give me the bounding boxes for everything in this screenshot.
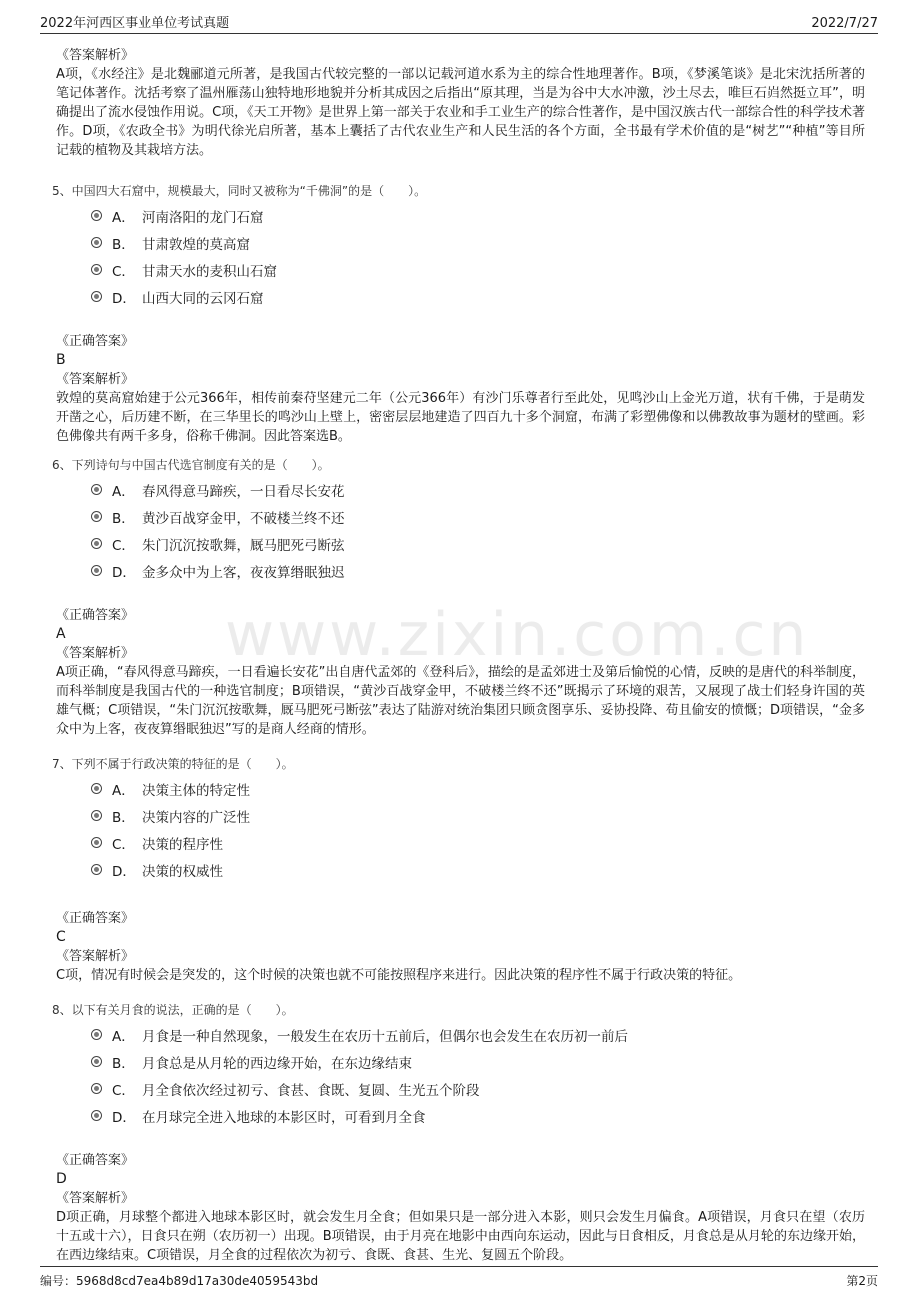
radio-icon[interactable] bbox=[91, 1083, 102, 1094]
option-letter: D． bbox=[112, 1109, 136, 1126]
question-title: 6、下列诗句与中国古代选官制度有关的是（ ）。 bbox=[52, 458, 330, 472]
radio-icon[interactable] bbox=[91, 783, 102, 794]
correct-answer: C bbox=[56, 929, 66, 945]
question-6 bbox=[52, 456, 865, 739]
option-letter: A． bbox=[112, 1028, 135, 1045]
answer-block bbox=[56, 909, 865, 985]
option-letter: D． bbox=[112, 863, 136, 880]
question-8 bbox=[52, 1001, 865, 1265]
explanation-text: 敦煌的莫高窟始建于公元366年，相传前秦苻坚建元二年（公元366年）有沙门乐尊者行至此处，见鸣沙山上金光万道，状有千佛，于是萌发开凿之心，后历建不断，在三华里长的鸣沙山上壁上，密密层层地建造了四百九十多个洞窟，布满了彩塑佛像和以佛教故事为题材的壁画。彩色佛像共有两千多身，俗称千佛洞。因此答案选B。 bbox=[56, 391, 865, 444]
document-date: 2022/7/27 bbox=[811, 16, 878, 31]
answer-block bbox=[56, 606, 865, 739]
answer-label: 《正确答案》 bbox=[56, 1153, 135, 1168]
explanation-label: 《答案解析》 bbox=[56, 1191, 135, 1206]
document-title: 2022年河西区事业单位考试真题 bbox=[40, 16, 230, 31]
option-d[interactable] bbox=[91, 557, 865, 584]
option-text: 春风得意马蹄疾，一日看尽长安花 bbox=[142, 483, 345, 500]
option-letter: C． bbox=[112, 537, 135, 554]
question-5 bbox=[52, 182, 865, 446]
option-a[interactable] bbox=[91, 476, 865, 503]
explanation-label: 《答案解析》 bbox=[56, 372, 135, 387]
option-letter: C． bbox=[112, 263, 135, 280]
option-letter: A． bbox=[112, 209, 135, 226]
option-text: 河南洛阳的龙门石窟 bbox=[142, 209, 264, 226]
radio-icon[interactable] bbox=[91, 864, 102, 875]
option-letter: B． bbox=[112, 1055, 135, 1072]
option-letter: A． bbox=[112, 483, 135, 500]
explanation-text: C项，情况有时候会是突发的，这个时候的决策也就不可能按照程序来进行。因此决策的程序性不属于行政决策的特征。 bbox=[56, 968, 742, 983]
option-text: 金多众中为上客，夜夜算缗眠独迟 bbox=[142, 564, 345, 581]
option-text: 甘肃天水的麦积山石窟 bbox=[142, 263, 277, 280]
explanation-text: A项，《水经注》是北魏郦道元所著，是我国古代较完整的一部以记载河道水系为主的综合性地理著作。B项，《梦溪笔谈》是北宋沈括所著的笔记体著作。沈括考察了温州雁荡山独特地形地貌并分析其成因之后指出“原其理，当是为谷中大水冲激，沙土尽去，唯巨石岿然挺立耳”，明确提出了流水侵蚀作用说。C项，《天工开物》是世界上第一部关于农业和手工业生产的综合性著作，是中国汉族古代一部综合性的科学技术著作。D项，《农政全书》为明代徐光启所著，基本上囊括了古代农业生产和人民生活的各个方面，全书最有学术价值的是“树艺”“种植”等目所记载的植物及其栽培方法。 bbox=[56, 67, 865, 158]
question-title: 8、以下有关月食的说法，正确的是（ ）。 bbox=[52, 1003, 294, 1017]
option-text: 月全食依次经过初亏、食甚、食既、复圆、生光五个阶段 bbox=[142, 1082, 480, 1099]
options-list bbox=[91, 202, 865, 310]
option-c[interactable] bbox=[91, 256, 865, 283]
option-letter: D． bbox=[112, 290, 136, 307]
answer-block bbox=[56, 332, 865, 446]
answer-label: 《正确答案》 bbox=[56, 608, 135, 623]
radio-icon[interactable] bbox=[91, 291, 102, 302]
page-footer bbox=[40, 1266, 878, 1293]
correct-answer: B bbox=[56, 352, 66, 368]
explanation-label: 《答案解析》 bbox=[56, 646, 135, 661]
option-a[interactable] bbox=[91, 202, 865, 229]
question-title: 5、中国四大石窟中，规模最大，同时又被称为“千佛洞”的是（ ）。 bbox=[52, 184, 427, 198]
question-title: 7、下列不属于行政决策的特征的是（ ）。 bbox=[52, 757, 294, 771]
option-text: 月食总是从月轮的西边缘开始，在东边缘结束 bbox=[142, 1055, 412, 1072]
answer-label: 《正确答案》 bbox=[56, 911, 135, 926]
correct-answer: A bbox=[56, 626, 66, 642]
page-header bbox=[40, 8, 878, 34]
options-list bbox=[91, 1021, 865, 1129]
radio-icon[interactable] bbox=[91, 1056, 102, 1067]
document-id: 编号：5968d8cd7ea4b89d17a30de4059543bd bbox=[40, 1273, 319, 1288]
option-b[interactable] bbox=[91, 229, 865, 256]
prev-explanation bbox=[56, 46, 865, 160]
radio-icon[interactable] bbox=[91, 264, 102, 275]
option-text: 山西大同的云冈石窟 bbox=[142, 290, 264, 307]
option-b[interactable] bbox=[91, 802, 865, 829]
option-text: 甘肃敦煌的莫高窟 bbox=[142, 236, 250, 253]
option-text: 月食是一种自然现象，一般发生在农历十五前后，但偶尔也会发生在农历初一前后 bbox=[142, 1028, 628, 1045]
answer-label: 《正确答案》 bbox=[56, 334, 135, 349]
option-letter: D． bbox=[112, 564, 136, 581]
radio-icon[interactable] bbox=[91, 810, 102, 821]
option-d[interactable] bbox=[91, 856, 865, 883]
page-content bbox=[52, 44, 865, 1265]
explanation-text: A项正确，“春风得意马蹄疾，一日看遍长安花”出自唐代孟郊的《登科后》，描绘的是孟郊进士及第后愉悦的心情，反映的是唐代的科举制度，而科举制度是我国古代的一种选官制度；B项错误，“黄沙百战穿金甲，不破楼兰终不还”既揭示了环境的艰苦，又展现了战士们轻身许国的英雄气概；C项错误，“朱门沉沉按歌舞，厩马肥死弓断弦”表达了陆游对统治集团只顾贪图享乐、妥协投降、苟且偷安的愤慨；D项错误，“金多众中为上客，夜夜算缗眠独迟”写的是商人经商的情形。 bbox=[56, 665, 865, 737]
option-d[interactable] bbox=[91, 1102, 865, 1129]
options-list bbox=[91, 775, 865, 883]
radio-icon[interactable] bbox=[91, 237, 102, 248]
option-text: 决策的程序性 bbox=[142, 836, 223, 853]
option-letter: A． bbox=[112, 782, 135, 799]
radio-icon[interactable] bbox=[91, 511, 102, 522]
radio-icon[interactable] bbox=[91, 1029, 102, 1040]
option-letter: C． bbox=[112, 1082, 135, 1099]
radio-icon[interactable] bbox=[91, 837, 102, 848]
correct-answer: D bbox=[56, 1171, 67, 1187]
option-b[interactable] bbox=[91, 503, 865, 530]
option-text: 在月球完全进入地球的本影区时，可看到月全食 bbox=[142, 1109, 426, 1126]
explanation-label: 《答案解析》 bbox=[56, 48, 135, 63]
option-c[interactable] bbox=[91, 530, 865, 557]
radio-icon[interactable] bbox=[91, 565, 102, 576]
option-a[interactable] bbox=[91, 775, 865, 802]
option-letter: C． bbox=[112, 836, 135, 853]
option-letter: B． bbox=[112, 510, 135, 527]
answer-block bbox=[56, 1151, 865, 1265]
option-c[interactable] bbox=[91, 1075, 865, 1102]
option-text: 决策主体的特定性 bbox=[142, 782, 250, 799]
option-text: 黄沙百战穿金甲，不破楼兰终不还 bbox=[142, 510, 345, 527]
radio-icon[interactable] bbox=[91, 1110, 102, 1121]
option-text: 朱门沉沉按歌舞，厩马肥死弓断弦 bbox=[142, 537, 345, 554]
option-letter: B． bbox=[112, 236, 135, 253]
option-text: 决策的权威性 bbox=[142, 863, 223, 880]
explanation-text: D项正确，月球整个都进入地球本影区时，就会发生月全食；但如果只是一部分进入本影，则只会发生月偏食。A项错误，月食只在望（农历十五或十六），日食只在朔（农历初一）出现。B项错误，由于月亮在地影中由西向东运动，因此与日食相反，月食总是从月轮的东边缘开始，在西边缘结束。C项错误，月全食的过程依次为初亏、食既、食甚、生光、复圆五个阶段。 bbox=[56, 1210, 865, 1263]
options-list bbox=[91, 476, 865, 584]
page-number: 第2页 bbox=[846, 1273, 878, 1288]
radio-icon[interactable] bbox=[91, 538, 102, 549]
option-letter: B． bbox=[112, 809, 135, 826]
radio-icon[interactable] bbox=[91, 484, 102, 495]
radio-icon[interactable] bbox=[91, 210, 102, 221]
option-b[interactable] bbox=[91, 1048, 865, 1075]
explanation-label: 《答案解析》 bbox=[56, 949, 135, 964]
option-text: 决策内容的广泛性 bbox=[142, 809, 250, 826]
option-a[interactable] bbox=[91, 1021, 865, 1048]
watermark: www.zixin.com.cn bbox=[225, 600, 810, 670]
option-d[interactable] bbox=[91, 283, 865, 310]
option-c[interactable] bbox=[91, 829, 865, 856]
question-7 bbox=[52, 755, 865, 985]
